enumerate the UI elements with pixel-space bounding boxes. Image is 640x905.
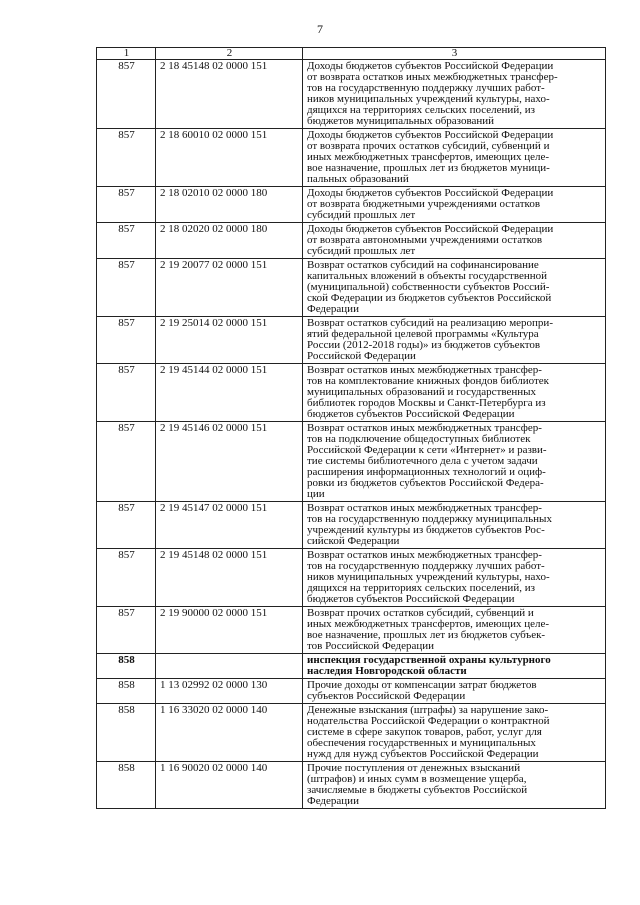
budget-code-cell: 1 13 02992 02 0000 130 xyxy=(156,679,303,704)
description-line: ников муниципальных учреждений культуры, нахо- xyxy=(307,93,550,105)
description-line: Российской Федерации xyxy=(307,350,416,362)
description-line: тов на государственную поддержку лучших работ- xyxy=(307,82,545,94)
description-cell xyxy=(303,223,606,259)
budget-code-cell: 2 18 45148 02 0000 151 xyxy=(156,60,303,129)
table-row xyxy=(97,60,606,129)
table-row xyxy=(97,129,606,187)
table-header-row xyxy=(97,48,606,60)
column-header-1: 1 xyxy=(97,48,156,60)
description-line: ции xyxy=(307,488,325,500)
description-line: бюджетов муниципальных образований xyxy=(307,115,495,127)
administrator-code-cell: 857 xyxy=(97,364,156,422)
description-line: Прочие поступления от денежных взысканий xyxy=(307,762,521,774)
description-cell xyxy=(303,549,606,607)
section-header-row xyxy=(97,654,606,679)
description-cell xyxy=(303,422,606,502)
description-line: пальных образований xyxy=(307,173,409,185)
budget-code-cell: 2 18 02010 02 0000 180 xyxy=(156,187,303,223)
description-line: Российской Федерации к сети «Интернет» и разви- xyxy=(307,444,547,456)
description-line: дящихся на территориях сельских поселений, из xyxy=(307,104,535,116)
description-line: вое назначение, прошлых лет из бюджетов муници- xyxy=(307,162,550,174)
description-cell xyxy=(303,187,606,223)
description-line: ников муниципальных учреждений культуры, нахо- xyxy=(307,571,550,583)
description-line: субъектов Российской Федерации xyxy=(307,690,466,702)
description-cell xyxy=(303,607,606,654)
description-cell xyxy=(303,364,606,422)
description-line: Доходы бюджетов субъектов Российской Федерации xyxy=(307,60,554,72)
description-cell xyxy=(303,704,606,762)
description-cell xyxy=(303,259,606,317)
description-line: ской Федерации из бюджетов субъектов Российской xyxy=(307,292,552,304)
budget-code-cell xyxy=(156,654,303,679)
description-line: субсидий прошлых лет xyxy=(307,245,416,257)
description-line: сийской Федерации xyxy=(307,535,400,547)
table-row xyxy=(97,422,606,502)
table-row xyxy=(97,187,606,223)
description-line: бюджетов субъектов Российской Федерации xyxy=(307,408,515,420)
description-cell xyxy=(303,317,606,364)
description-line: Прочие доходы от компенсации затрат бюджетов xyxy=(307,679,537,691)
description-line: тов Российской Федерации xyxy=(307,640,435,652)
description-line: тов на государственную поддержку муниципальных xyxy=(307,513,552,525)
description-line: нодательства Российской Федерации о контрактной xyxy=(307,715,550,727)
budget-code-cell: 2 19 45148 02 0000 151 xyxy=(156,549,303,607)
description-line: России (2012-2018 годы)» из бюджетов субъектов xyxy=(307,339,541,351)
table-row xyxy=(97,364,606,422)
description-line: Возврат прочих остатков субсидий, субвенций и xyxy=(307,607,534,619)
table-row xyxy=(97,704,606,762)
description-line: ятий федеральной целевой программы «Культура xyxy=(307,328,539,340)
table-row xyxy=(97,317,606,364)
budget-code-cell: 2 19 45147 02 0000 151 xyxy=(156,502,303,549)
description-line: Возврат остатков субсидий на софинансирование xyxy=(307,259,539,271)
administrator-code-cell: 857 xyxy=(97,129,156,187)
description-line: тов на комплектование книжных фондов библиотек xyxy=(307,375,549,387)
administrator-code-cell: 858 xyxy=(97,762,156,809)
administrator-code-cell: 857 xyxy=(97,502,156,549)
description-line: муниципальных образований и государственных xyxy=(307,386,537,398)
column-header-2: 2 xyxy=(156,48,303,60)
administrator-code-cell: 858 xyxy=(97,704,156,762)
budget-code-cell: 2 18 60010 02 0000 151 xyxy=(156,129,303,187)
budget-code-cell: 2 19 20077 02 0000 151 xyxy=(156,259,303,317)
table-row xyxy=(97,223,606,259)
description-line: тов на подключение общедоступных библиотек xyxy=(307,433,531,445)
budget-code-cell: 1 16 90020 02 0000 140 xyxy=(156,762,303,809)
description-line: учреждений культуры из бюджетов субъектов Рос- xyxy=(307,524,545,536)
administrator-code-cell: 858 xyxy=(97,679,156,704)
administrator-code-cell: 857 xyxy=(97,422,156,502)
administrator-code-cell: 857 xyxy=(97,259,156,317)
table-row xyxy=(97,762,606,809)
budget-code-cell: 2 18 02020 02 0000 180 xyxy=(156,223,303,259)
budget-code-cell: 2 19 90000 02 0000 151 xyxy=(156,607,303,654)
budget-code-cell: 2 19 25014 02 0000 151 xyxy=(156,317,303,364)
description-line: (штрафов) и иных сумм в возмещение ущерба, xyxy=(307,773,527,785)
description-line: наследия Новгородской области xyxy=(307,665,467,677)
table-row xyxy=(97,607,606,654)
description-line: Доходы бюджетов субъектов Российской Федерации xyxy=(307,187,554,199)
description-line: капитальных вложений в объекты государственной xyxy=(307,270,548,282)
table-body xyxy=(97,60,606,809)
description-line: ровки из бюджетов субъектов Российской Федера- xyxy=(307,477,544,489)
description-line: от возврата автономными учреждениями остатков xyxy=(307,234,543,246)
description-line: расширения информационных технологий и оциф- xyxy=(307,466,546,478)
description-line: Доходы бюджетов субъектов Российской Федерации xyxy=(307,223,554,235)
description-line: Возврат остатков иных межбюджетных трансфер- xyxy=(307,549,542,561)
description-cell xyxy=(303,60,606,129)
description-line: библиотек городов Москвы и Санкт-Петербурга из xyxy=(307,397,546,409)
description-line: Возврат остатков иных межбюджетных трансфер- xyxy=(307,422,542,434)
description-cell xyxy=(303,762,606,809)
administrator-code-cell: 857 xyxy=(97,317,156,364)
description-line: тов на государственную поддержку лучших работ- xyxy=(307,560,545,572)
description-line: от возврата прочих остатков субсидий, субвенций и xyxy=(307,140,550,152)
description-line: от возврата бюджетными учреждениями остатков xyxy=(307,198,541,210)
description-line: дящихся на территориях сельских поселений, из xyxy=(307,582,535,594)
description-cell xyxy=(303,502,606,549)
description-line: Возврат остатков субсидий на реализацию меропри- xyxy=(307,317,553,329)
description-line: иных межбюджетных трансфертов, имеющих целе- xyxy=(307,151,550,163)
administrator-code-cell: 857 xyxy=(97,223,156,259)
budget-code-cell: 2 19 45144 02 0000 151 xyxy=(156,364,303,422)
administrator-code-cell: 858 xyxy=(97,654,156,679)
description-line: иных межбюджетных трансфертов, имеющих целе- xyxy=(307,618,550,630)
description-line: зачисляемые в бюджеты субъектов Российской xyxy=(307,784,528,796)
description-line: Федерации xyxy=(307,303,359,315)
description-line: обеспечения государственных и муниципальных xyxy=(307,737,536,749)
description-line: вое назначение, прошлых лет из бюджетов субъек- xyxy=(307,629,546,641)
table-row xyxy=(97,259,606,317)
description-line: системе в сфере закупок товаров, работ, услуг для xyxy=(307,726,542,738)
administrator-code-cell: 857 xyxy=(97,549,156,607)
description-line: субсидий прошлых лет xyxy=(307,209,416,221)
description-line: Денежные взыскания (штрафы) за нарушение зако- xyxy=(307,704,549,716)
description-cell xyxy=(303,129,606,187)
description-line: Доходы бюджетов субъектов Российской Федерации xyxy=(307,129,554,141)
table-row xyxy=(97,549,606,607)
table-row xyxy=(97,502,606,549)
administrator-code-cell: 857 xyxy=(97,187,156,223)
budget-code-cell: 1 16 33020 02 0000 140 xyxy=(156,704,303,762)
table-row xyxy=(97,679,606,704)
budget-classification-table xyxy=(96,47,606,809)
description-cell xyxy=(303,679,606,704)
column-header-3: 3 xyxy=(303,48,606,60)
administrator-code-cell: 857 xyxy=(97,60,156,129)
description-line: Возврат остатков иных межбюджетных трансфер- xyxy=(307,502,542,514)
description-line: Возврат остатков иных межбюджетных трансфер- xyxy=(307,364,542,376)
description-line: нужд для нужд субъектов Российской Федерации xyxy=(307,748,539,760)
description-line: тие системы библиотечного дела с учетом задачи xyxy=(307,455,538,467)
description-line: от возврата остатков иных межбюджетных трансфер- xyxy=(307,71,558,83)
description-line: бюджетов субъектов Российской Федерации xyxy=(307,593,515,605)
description-line: инспекция государственной охраны культурного xyxy=(307,654,551,666)
administrator-code-cell: 857 xyxy=(97,607,156,654)
budget-code-cell: 2 19 45146 02 0000 151 xyxy=(156,422,303,502)
page-number: 7 xyxy=(317,22,323,36)
description-cell xyxy=(303,654,606,679)
description-line: (муниципальной) собственности субъектов Россий- xyxy=(307,281,550,293)
description-line: Федерации xyxy=(307,795,359,807)
